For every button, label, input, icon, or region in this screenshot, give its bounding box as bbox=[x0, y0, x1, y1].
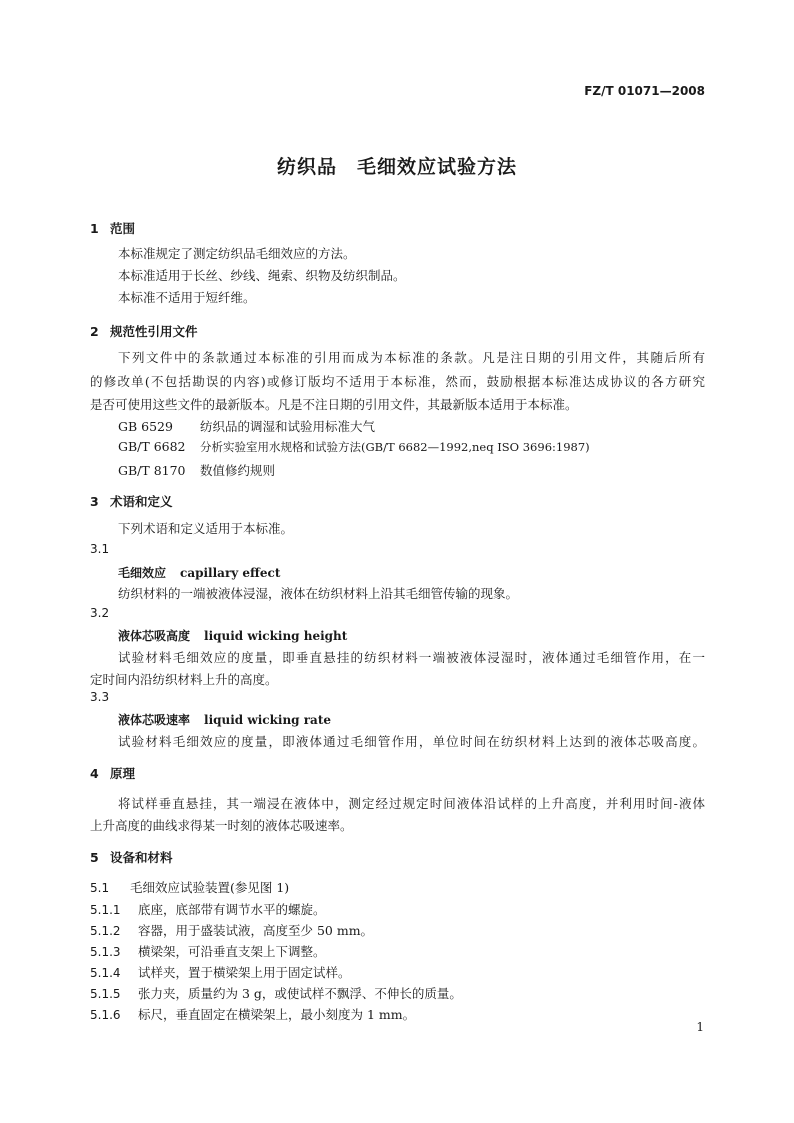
term-definition: 试验材料毛细效应的度量，即液体通过毛细管作用，单位时间在纺织材料上达到的液体芯吸高度。 bbox=[118, 734, 705, 749]
term-definition: 纺织材料的一端被液体浸湿，液体在纺织材料上沿其毛细管传输的现象。 bbox=[118, 586, 519, 601]
subclause-item bbox=[90, 1005, 415, 1023]
paragraph-line: 下列文件中的条款通过本标准的引用而成为本标准的条款。凡是注日期的引用文件，其随后所有 bbox=[118, 350, 705, 365]
reference-title: 纺织品的调湿和试验用标准大气 bbox=[200, 419, 376, 434]
section-title: 原理 bbox=[110, 766, 136, 781]
section-number: 2 bbox=[90, 324, 99, 339]
section-heading-apparatus bbox=[90, 848, 173, 866]
section-heading-terms bbox=[90, 492, 173, 510]
term-chinese: 液体芯吸速率 bbox=[118, 713, 191, 727]
paragraph-line: 将试样垂直悬挂，其一端浸在液体中，测定经过规定时间液体沿试样的上升高度，并利用时间-液体 bbox=[118, 796, 705, 811]
subclause-text: 底座，底部带有调节水平的螺旋。 bbox=[138, 902, 326, 917]
term-english: liquid wicking height bbox=[204, 629, 348, 643]
term-entry bbox=[118, 711, 331, 728]
subclause-number: 5.1 bbox=[90, 881, 110, 895]
standard-number: FZ/T 01071—2008 bbox=[584, 84, 705, 98]
term-english: capillary effect bbox=[180, 566, 281, 580]
subclause-text: 毛细效应试验装置(参见图 1) bbox=[130, 880, 290, 895]
reference-item bbox=[118, 439, 590, 455]
reference-code: GB/T 8170 bbox=[118, 463, 186, 478]
subclause-item bbox=[90, 963, 351, 981]
subclause-item bbox=[90, 942, 326, 960]
term-definition-line: 定时间内沿纺织材料上升的高度。 bbox=[90, 672, 278, 687]
subclause-item bbox=[90, 900, 326, 918]
reference-code: GB/T 6682 bbox=[118, 439, 186, 454]
section-heading-principle bbox=[90, 764, 135, 782]
section-heading-scope bbox=[90, 219, 135, 237]
subclause-number: 5.1.6 bbox=[90, 1008, 121, 1022]
section-number: 4 bbox=[90, 766, 99, 781]
section-title: 范围 bbox=[110, 221, 136, 236]
section-heading-normative-references bbox=[90, 322, 198, 340]
subclause-text: 标尺，垂直固定在横梁架上，最小刻度为 1 mm。 bbox=[138, 1007, 416, 1022]
section-title: 设备和材料 bbox=[110, 850, 173, 865]
term-english: liquid wicking rate bbox=[204, 713, 332, 727]
section-number: 1 bbox=[90, 221, 99, 236]
reference-item bbox=[118, 461, 275, 479]
term-entry bbox=[118, 627, 347, 644]
paragraph: 本标准规定了测定纺织品毛细效应的方法。 bbox=[118, 246, 356, 261]
section-title: 规范性引用文件 bbox=[110, 324, 198, 339]
paragraph-line: 的修改单(不包括勘误的内容)或修订版均不适用于本标准，然而，鼓励根据本标准达成协议的各方研究 bbox=[90, 374, 705, 389]
paragraph: 本标准不适用于短纤维。 bbox=[118, 290, 256, 305]
term-entry bbox=[118, 564, 280, 581]
clause-number: 3.2 bbox=[90, 606, 110, 620]
subclause-item bbox=[90, 878, 289, 896]
subclause-text: 试样夹，置于横梁架上用于固定试样。 bbox=[138, 965, 351, 980]
page-number: 1 bbox=[696, 1020, 704, 1034]
subclause-text: 容器，用于盛装试液，高度至少 50 mm。 bbox=[138, 923, 374, 938]
subclause-number: 5.1.1 bbox=[90, 903, 121, 917]
document-title: 纺织品 毛细效应试验方法 bbox=[276, 156, 517, 178]
section-number: 3 bbox=[90, 494, 99, 509]
paragraph-line: 上升高度的曲线求得某一时刻的液体芯吸速率。 bbox=[90, 818, 353, 833]
reference-title: 分析实验室用水规格和试验方法(GB/T 6682—1992,neq ISO 3696:1987) bbox=[200, 440, 590, 454]
section-number: 5 bbox=[90, 850, 99, 865]
subclause-number: 5.1.2 bbox=[90, 924, 121, 938]
subclause-item bbox=[90, 921, 373, 939]
reference-item bbox=[118, 417, 375, 435]
paragraph-line: 是否可使用这些文件的最新版本。凡是不注日期的引用文件，其最新版本适用于本标准。 bbox=[90, 397, 578, 412]
reference-code: GB 6529 bbox=[118, 419, 173, 434]
term-chinese: 毛细效应 bbox=[118, 566, 167, 580]
subclause-text: 横梁架，可沿垂直支架上下调整。 bbox=[138, 944, 326, 959]
subclause-item bbox=[90, 984, 462, 1002]
section-title: 术语和定义 bbox=[110, 494, 173, 509]
subclause-number: 5.1.5 bbox=[90, 987, 121, 1001]
subclause-number: 5.1.3 bbox=[90, 945, 121, 959]
term-chinese: 液体芯吸高度 bbox=[118, 629, 191, 643]
clause-number: 3.3 bbox=[90, 690, 110, 704]
paragraph: 下列术语和定义适用于本标准。 bbox=[118, 521, 294, 536]
term-definition-line: 试验材料毛细效应的度量，即垂直悬挂的纺织材料一端被液体浸湿时，液体通过毛细管作用，在一 bbox=[118, 650, 705, 665]
clause-number: 3.1 bbox=[90, 542, 110, 556]
subclause-number: 5.1.4 bbox=[90, 966, 121, 980]
subclause-text: 张力夹，质量约为 3 g，或使试样不飘浮、不伸长的质量。 bbox=[138, 986, 462, 1001]
reference-title: 数值修约规则 bbox=[200, 463, 276, 478]
paragraph: 本标准适用于长丝、纱线、绳索、织物及纺织制品。 bbox=[118, 268, 406, 283]
